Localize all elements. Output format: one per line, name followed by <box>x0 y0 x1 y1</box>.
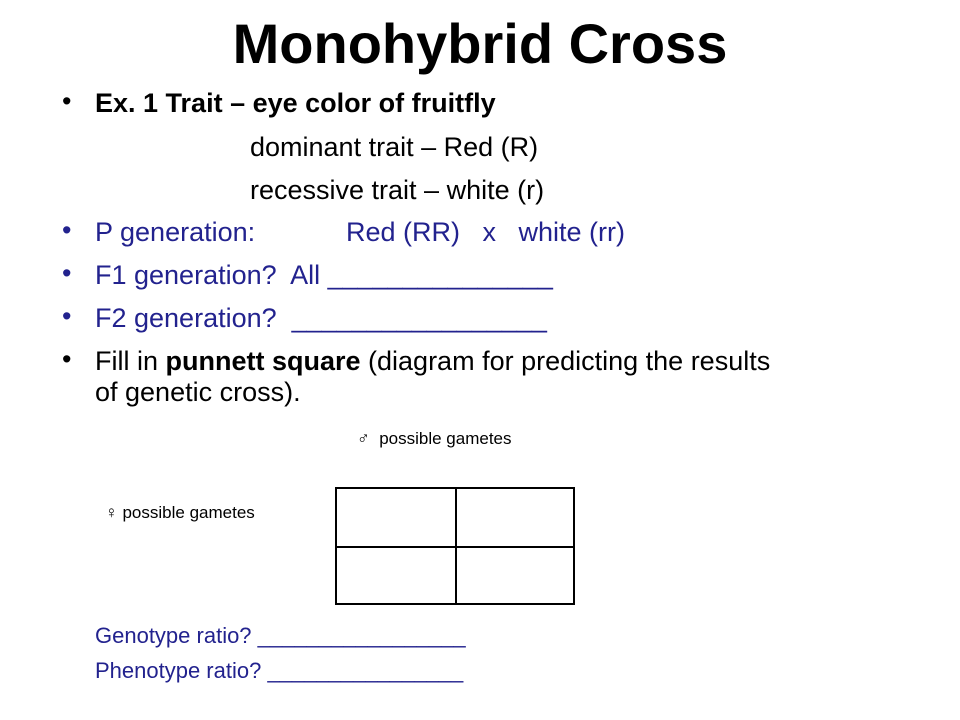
genotype-ratio-line: Genotype ratio? _________________ <box>95 623 466 648</box>
bullet-dot: • <box>62 301 72 331</box>
punnett-instruction-line-2: of genetic cross). <box>95 377 301 407</box>
bullet-dot: • <box>62 344 72 374</box>
punnett-square[interactable] <box>335 487 575 605</box>
bullet-dot: • <box>62 258 72 288</box>
punnett-instruction-prefix: Fill in <box>95 346 166 376</box>
p-generation-cross: Red (RR) x white (rr) <box>346 217 626 247</box>
example-trait-line: Ex. 1 Trait – eye color of fruitfly <box>95 88 496 118</box>
p-generation-label: P generation: <box>95 217 256 247</box>
dominant-trait-line: dominant trait – Red (R) <box>250 132 539 162</box>
punnett-instruction-line-1 <box>95 345 770 377</box>
punnett-divider-horizontal <box>337 546 573 548</box>
bullet-dot: • <box>62 86 72 116</box>
slide-title: Monohybrid Cross <box>232 12 728 75</box>
male-gametes-label: ♂ possible gametes <box>357 429 512 448</box>
bullet-dot: • <box>62 215 72 245</box>
f2-generation-line: F2 generation? _________________ <box>95 303 547 333</box>
punnett-instruction-rest: (diagram for predicting the results <box>360 346 771 376</box>
recessive-trait-line: recessive trait – white (r) <box>250 175 545 205</box>
phenotype-ratio-line: Phenotype ratio? ________________ <box>95 658 464 683</box>
female-gametes-label: ♀ possible gametes <box>105 503 255 522</box>
punnett-square-term: punnett square <box>165 346 361 376</box>
f1-generation-line: F1 generation? All _______________ <box>95 260 553 290</box>
